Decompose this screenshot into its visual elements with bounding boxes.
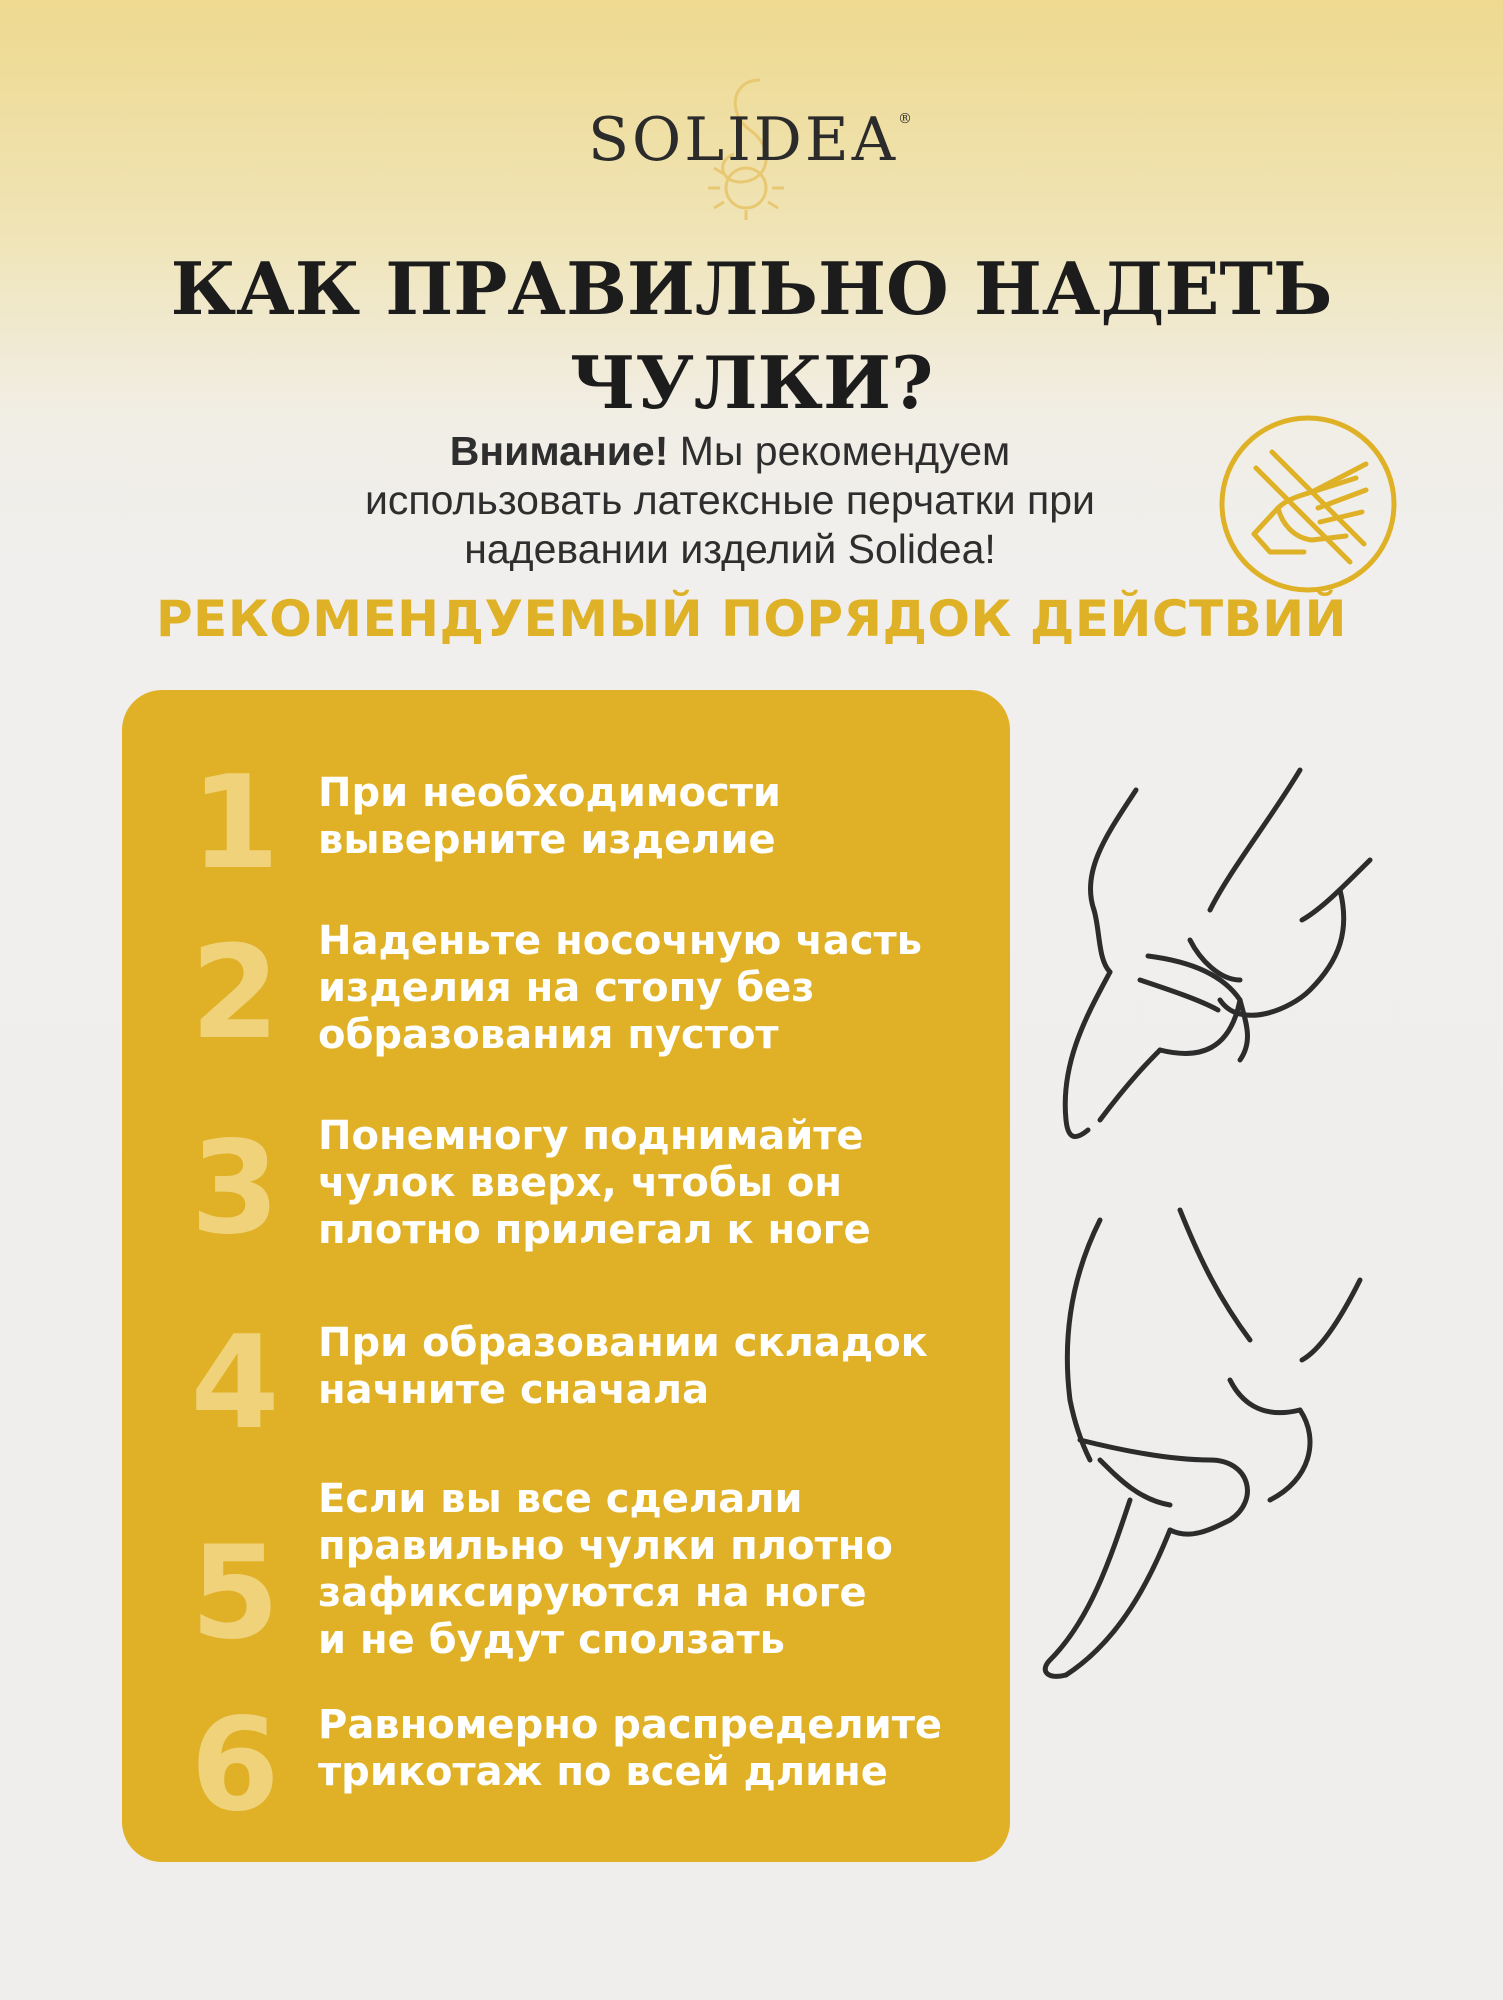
notice-text-line1: Мы рекомендуем <box>668 428 1011 474</box>
step-number: 3 <box>190 1114 280 1263</box>
notice-text-line2: использовать латексные перчатки при <box>365 477 1095 523</box>
step-number: 2 <box>190 919 280 1068</box>
step-text: При необходимости выверните изделие <box>318 770 781 863</box>
page-title <box>0 242 1503 430</box>
step-number: 5 <box>190 1519 280 1668</box>
section-title: РЕКОМЕНДУЕМЫЙ ПОРЯДОК ДЕЙСТВИЙ <box>156 590 1347 648</box>
page-title-line1: КАК ПРАВИЛЬНО НАДЕТЬ <box>170 246 1333 331</box>
step-number: 4 <box>190 1309 280 1458</box>
stocking-illustration <box>1040 760 1480 1720</box>
notice-text-line3: надевании изделий Solidea! <box>464 526 996 572</box>
no-bare-hands-icon <box>1216 412 1400 596</box>
step-text: Если вы все сделали правильно чулки плотно зафиксируются на ноге и не будут сползать <box>318 1476 893 1663</box>
brand-name-text: SOLIDEA <box>587 105 899 175</box>
step-text: При образовании складок начните сначала <box>318 1320 928 1413</box>
step-text: Понемногу поднимайте чулок вверх, чтобы он плотно прилегал к ноге <box>318 1113 871 1253</box>
notice-bold-label: Внимание! <box>449 428 669 474</box>
step-text: Наденьте носочную часть изделия на стопу без образования пустот <box>318 918 923 1058</box>
step-number: 6 <box>190 1691 280 1840</box>
step-text: Равномерно распределите трикотаж по всей длине <box>318 1702 943 1795</box>
page-title-line2: ЧУЛКИ? <box>569 340 934 425</box>
gloves-notice <box>260 427 1200 574</box>
steps-card <box>122 690 1010 1862</box>
brand-name <box>0 105 1503 175</box>
registered-mark: ® <box>898 111 916 127</box>
step-number: 1 <box>190 749 280 898</box>
brand-logo <box>0 60 1503 220</box>
